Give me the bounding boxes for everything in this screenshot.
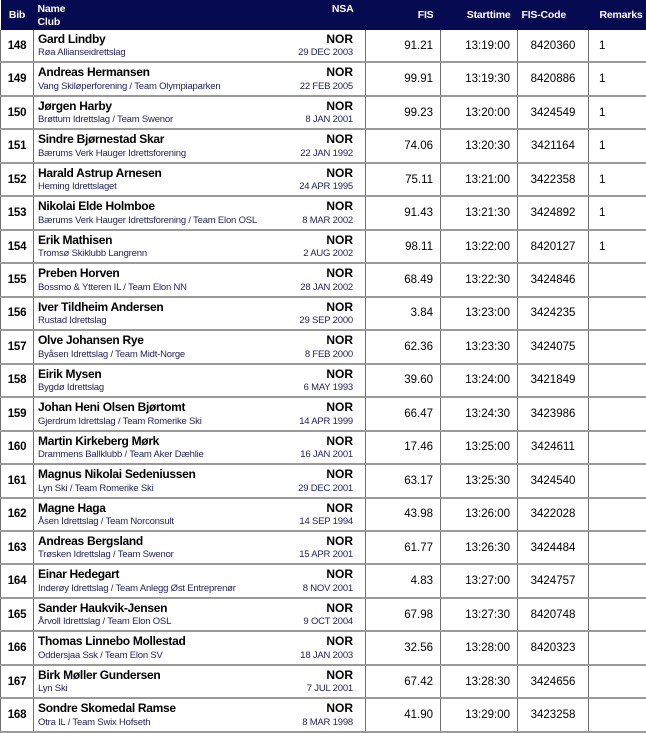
athlete-name: Nikolai Elde Holmboe [38, 199, 155, 214]
fis-points: 91.43 [366, 196, 441, 229]
fis-code: 3424549 [518, 96, 589, 129]
start-time: 13:24:30 [441, 397, 518, 430]
athlete-name: Magnus Nikolai Sedeniussen [38, 467, 196, 482]
remarks-value: 1 [589, 129, 646, 162]
fis-points: 63.17 [366, 464, 441, 497]
table-row [1, 564, 646, 597]
fis-points: 98.11 [366, 230, 441, 263]
start-time: 13:23:30 [441, 330, 518, 363]
remarks-value [589, 297, 646, 330]
fis-points: 39.60 [366, 364, 441, 397]
remarks-value [589, 464, 646, 497]
nsa-code: NOR [326, 199, 353, 214]
bib-number: 157 [1, 330, 34, 363]
start-time: 13:20:00 [441, 96, 518, 129]
club-name: Heming Idrettslaget [38, 181, 117, 193]
birthdate: 16 JAN 2001 [300, 449, 353, 461]
athlete-cell [34, 163, 366, 196]
header-starttime: Starttime [441, 0, 518, 30]
fis-points: 32.56 [366, 631, 441, 664]
table-row [1, 498, 646, 531]
athlete-name: Erik Mathisen [38, 232, 113, 247]
birthdate: 8 NOV 2001 [302, 582, 353, 594]
fis-points: 61.77 [366, 531, 441, 564]
athlete-name: Sindre Bjørnestad Skar [38, 132, 165, 147]
club-name: Gjerdrum Idrettslag / Team Romerike Ski [38, 415, 202, 427]
header-nsa: NSA [331, 3, 354, 15]
fis-points: 75.11 [366, 163, 441, 196]
remarks-value: 1 [589, 196, 646, 229]
athlete-name: Iver Tildheim Andersen [38, 299, 164, 314]
birthdate: 14 SEP 1994 [299, 515, 353, 527]
club-name: Rustad Idrettslag [38, 315, 107, 327]
athlete-cell [34, 129, 366, 162]
fis-code: 3424846 [518, 263, 589, 296]
birthdate: 28 JAN 2002 [300, 281, 353, 293]
birthdate: 8 MAR 2002 [302, 214, 353, 226]
birthdate: 29 DEC 2003 [298, 47, 353, 59]
bib-number: 163 [1, 531, 34, 564]
nsa-code: NOR [326, 366, 353, 381]
athlete-cell [34, 531, 366, 564]
remarks-value: 1 [589, 30, 646, 62]
bib-number: 160 [1, 431, 34, 464]
nsa-code: NOR [326, 232, 353, 247]
table-row [1, 30, 646, 62]
athlete-name: Eirik Mysen [38, 366, 102, 381]
header-club: Club [37, 16, 61, 28]
remarks-value [589, 631, 646, 664]
table-row [1, 364, 646, 397]
birthdate: 6 MAY 1993 [303, 382, 353, 394]
remarks-value [589, 498, 646, 531]
bib-number: 151 [1, 129, 34, 162]
remarks-value [589, 431, 646, 464]
fis-code: 3423258 [518, 698, 589, 732]
fis-points: 67.98 [366, 598, 441, 631]
fis-code: 3424235 [518, 297, 589, 330]
athlete-cell [34, 665, 366, 698]
athlete-name: Martin Kirkeberg Mørk [38, 433, 160, 448]
athlete-cell [34, 364, 366, 397]
fis-code: 3424757 [518, 564, 589, 597]
remarks-value [589, 531, 646, 564]
remarks-value: 1 [589, 230, 646, 263]
club-name: Inderøy Idrettslag / Team Anlegg Øst Entreprenør [38, 582, 236, 594]
header-bib: Bib [1, 0, 34, 30]
club-name: Årvoll Idrettslag / Team Elon OSL [38, 616, 172, 628]
fis-points: 17.46 [366, 431, 441, 464]
fis-points: 43.98 [366, 498, 441, 531]
start-time: 13:26:30 [441, 531, 518, 564]
start-time: 13:20:30 [441, 129, 518, 162]
fis-code: 3424484 [518, 531, 589, 564]
remarks-value [589, 364, 646, 397]
start-time: 13:19:00 [441, 30, 518, 62]
nsa-code: NOR [326, 500, 353, 515]
club-name: Bossmo & Ytteren IL / Team Elon NN [38, 281, 187, 293]
fis-code: 3424656 [518, 665, 589, 698]
nsa-code: NOR [326, 132, 353, 147]
athlete-cell [34, 698, 366, 732]
table-row [1, 196, 646, 229]
fis-points: 66.47 [366, 397, 441, 430]
athlete-name: Magne Haga [38, 500, 106, 515]
bib-number: 159 [1, 397, 34, 430]
athlete-name: Birk Møller Gundersen [38, 667, 161, 682]
bib-number: 162 [1, 498, 34, 531]
nsa-code: NOR [326, 433, 353, 448]
table-row [1, 698, 646, 732]
table-row [1, 62, 646, 95]
start-time: 13:22:00 [441, 230, 518, 263]
remarks-value [589, 564, 646, 597]
birthdate: 8 MAR 1998 [302, 717, 353, 728]
athlete-cell [34, 62, 366, 95]
athlete-cell [34, 564, 366, 597]
birthdate: 14 APR 1999 [299, 415, 353, 427]
remarks-value: 1 [589, 163, 646, 196]
header-name-nsa [34, 0, 366, 30]
header-name: Name [37, 3, 66, 15]
club-name: Brøttum Idrettslag / Team Swenor [38, 114, 173, 126]
athlete-name: Thomas Linnebo Mollestad [38, 634, 186, 649]
fis-code: 8420886 [518, 62, 589, 95]
fis-points: 3.84 [366, 297, 441, 330]
athlete-name: Einar Hedegart [38, 567, 120, 582]
bib-number: 153 [1, 196, 34, 229]
birthdate: 9 OCT 2004 [303, 616, 353, 628]
athlete-cell [34, 330, 366, 363]
remarks-value [589, 665, 646, 698]
nsa-code: NOR [326, 467, 353, 482]
birthdate: 29 DEC 2001 [298, 482, 353, 494]
nsa-code: NOR [326, 600, 353, 615]
birthdate: 29 SEP 2000 [299, 315, 353, 327]
club-name: Trøsken Idrettslag / Team Swenor [38, 549, 174, 561]
table-row [1, 464, 646, 497]
athlete-cell [34, 30, 366, 62]
birthdate: 8 JAN 2001 [305, 114, 353, 126]
club-name: Røa Allianseidrettslag [38, 47, 126, 59]
header-remarks: Remarks [589, 0, 646, 30]
table-row [1, 330, 646, 363]
start-time: 13:27:30 [441, 598, 518, 631]
bib-number: 165 [1, 598, 34, 631]
club-name: Bygdø Idrettslag [38, 382, 104, 394]
fis-points: 74.06 [366, 129, 441, 162]
nsa-code: NOR [326, 65, 353, 80]
athlete-name: Gard Lindby [38, 32, 106, 46]
athlete-name: Andreas Hermansen [38, 65, 150, 80]
bib-number: 152 [1, 163, 34, 196]
start-time: 13:25:00 [441, 431, 518, 464]
bib-number: 155 [1, 263, 34, 296]
bib-number: 148 [1, 30, 34, 62]
table-row [1, 531, 646, 564]
birthdate: 24 APR 1995 [299, 181, 353, 193]
athlete-cell [34, 464, 366, 497]
nsa-code: NOR [326, 667, 353, 682]
nsa-code: NOR [326, 567, 353, 582]
athlete-name: Sondre Skomedal Ramse [38, 701, 176, 716]
start-time: 13:21:30 [441, 196, 518, 229]
club-name: Lyn Ski [38, 683, 68, 695]
table-row [1, 230, 646, 263]
header-fis: FIS [366, 0, 441, 30]
athlete-cell [34, 96, 366, 129]
club-name: Oddersjaa Ssk / Team Elon SV [38, 649, 163, 661]
table-row [1, 598, 646, 631]
fis-code: 8420360 [518, 30, 589, 62]
nsa-code: NOR [326, 165, 353, 180]
nsa-code: NOR [326, 299, 353, 314]
fis-points: 99.23 [366, 96, 441, 129]
nsa-code: NOR [326, 266, 353, 281]
fis-code: 3422358 [518, 163, 589, 196]
birthdate: 18 JAN 2003 [300, 649, 353, 661]
club-name: Bærums Verk Hauger Idrettsforening / Team Elon OSL [38, 214, 257, 226]
athlete-name: Jørgen Harby [38, 98, 112, 113]
nsa-code: NOR [326, 32, 353, 46]
birthdate: 2 AUG 2002 [303, 248, 353, 260]
fis-points: 68.49 [366, 263, 441, 296]
bib-number: 164 [1, 564, 34, 597]
fis-points: 67.42 [366, 665, 441, 698]
table-row [1, 163, 646, 196]
club-name: Åsen Idrettslag / Team Norconsult [38, 515, 174, 527]
start-time: 13:29:00 [441, 698, 518, 732]
fis-code: 8420127 [518, 230, 589, 263]
athlete-name: Olve Johansen Rye [38, 333, 144, 348]
table-row [1, 263, 646, 296]
start-time: 13:26:00 [441, 498, 518, 531]
start-time: 13:22:30 [441, 263, 518, 296]
table-header [1, 0, 646, 30]
athlete-cell [34, 263, 366, 296]
table-row [1, 665, 646, 698]
fis-code: 3421164 [518, 129, 589, 162]
fis-code: 3422028 [518, 498, 589, 531]
bib-number: 167 [1, 665, 34, 698]
fis-code: 3424892 [518, 196, 589, 229]
club-name: Otra IL / Team Swix Hofseth [38, 717, 151, 728]
start-time: 13:21:00 [441, 163, 518, 196]
birthdate: 8 FEB 2000 [304, 348, 353, 360]
fis-points: 41.90 [366, 698, 441, 732]
remarks-value [589, 598, 646, 631]
nsa-code: NOR [326, 634, 353, 649]
athlete-cell [34, 598, 366, 631]
club-name: Tromsø Skiklubb Langrenn [38, 248, 147, 260]
start-time: 13:28:00 [441, 631, 518, 664]
start-time: 13:28:30 [441, 665, 518, 698]
nsa-code: NOR [326, 533, 353, 548]
bib-number: 150 [1, 96, 34, 129]
bib-number: 168 [1, 698, 34, 732]
fis-code: 3421849 [518, 364, 589, 397]
nsa-code: NOR [326, 701, 353, 716]
birthdate: 22 JAN 1992 [300, 147, 353, 159]
fis-code: 8420748 [518, 598, 589, 631]
athlete-name: Harald Astrup Arnesen [38, 165, 162, 180]
start-time: 13:19:30 [441, 62, 518, 95]
fis-points: 62.36 [366, 330, 441, 363]
club-name: Vang Skiløperforening / Team Olympiaparken [38, 80, 221, 92]
athlete-cell [34, 631, 366, 664]
remarks-value [589, 330, 646, 363]
remarks-value [589, 698, 646, 732]
table-body [1, 30, 646, 732]
table-row [1, 631, 646, 664]
remarks-value [589, 397, 646, 430]
nsa-code: NOR [326, 333, 353, 348]
table-row [1, 129, 646, 162]
fis-code: 8420323 [518, 631, 589, 664]
nsa-code: NOR [326, 98, 353, 113]
athlete-cell [34, 498, 366, 531]
remarks-value [589, 263, 646, 296]
athlete-cell [34, 297, 366, 330]
bib-number: 154 [1, 230, 34, 263]
table-row [1, 96, 646, 129]
table-row [1, 431, 646, 464]
club-name: Drammens Ballklubb / Team Aker Dæhlie [38, 449, 204, 461]
club-name: Bærums Verk Hauger Idrettsforening [38, 147, 186, 159]
nsa-code: NOR [326, 400, 353, 415]
fis-points: 91.21 [366, 30, 441, 62]
fis-code: 3424611 [518, 431, 589, 464]
athlete-cell [34, 431, 366, 464]
start-time: 13:24:00 [441, 364, 518, 397]
athlete-name: Preben Horven [38, 266, 120, 281]
athlete-cell [34, 196, 366, 229]
birthdate: 7 JUL 2001 [306, 683, 353, 695]
bib-number: 166 [1, 631, 34, 664]
fis-points: 99.91 [366, 62, 441, 95]
fis-code: 3424540 [518, 464, 589, 497]
athlete-name: Andreas Bergsland [38, 533, 143, 548]
athlete-name: Johan Heni Olsen Bjørtomt [38, 400, 186, 415]
bib-number: 149 [1, 62, 34, 95]
bib-number: 158 [1, 364, 34, 397]
table-row [1, 297, 646, 330]
birthdate: 15 APR 2001 [299, 549, 353, 561]
bib-number: 156 [1, 297, 34, 330]
fis-code: 3423986 [518, 397, 589, 430]
header-row [1, 0, 646, 30]
fis-points: 4.83 [366, 564, 441, 597]
start-time: 13:23:00 [441, 297, 518, 330]
birthdate: 22 FEB 2005 [299, 80, 353, 92]
athlete-cell [34, 230, 366, 263]
start-time: 13:27:00 [441, 564, 518, 597]
table-row [1, 397, 646, 430]
athlete-cell [34, 397, 366, 430]
header-fis-code: FIS-Code [518, 0, 589, 30]
club-name: Lyn Ski / Team Romerike Ski [38, 482, 154, 494]
remarks-value: 1 [589, 96, 646, 129]
fis-code: 3424075 [518, 330, 589, 363]
bib-number: 161 [1, 464, 34, 497]
start-time: 13:25:30 [441, 464, 518, 497]
club-name: Byåsen Idrettslag / Team Midt-Norge [38, 348, 186, 360]
remarks-value: 1 [589, 62, 646, 95]
athlete-name: Sander Haukvik-Jensen [38, 600, 168, 615]
